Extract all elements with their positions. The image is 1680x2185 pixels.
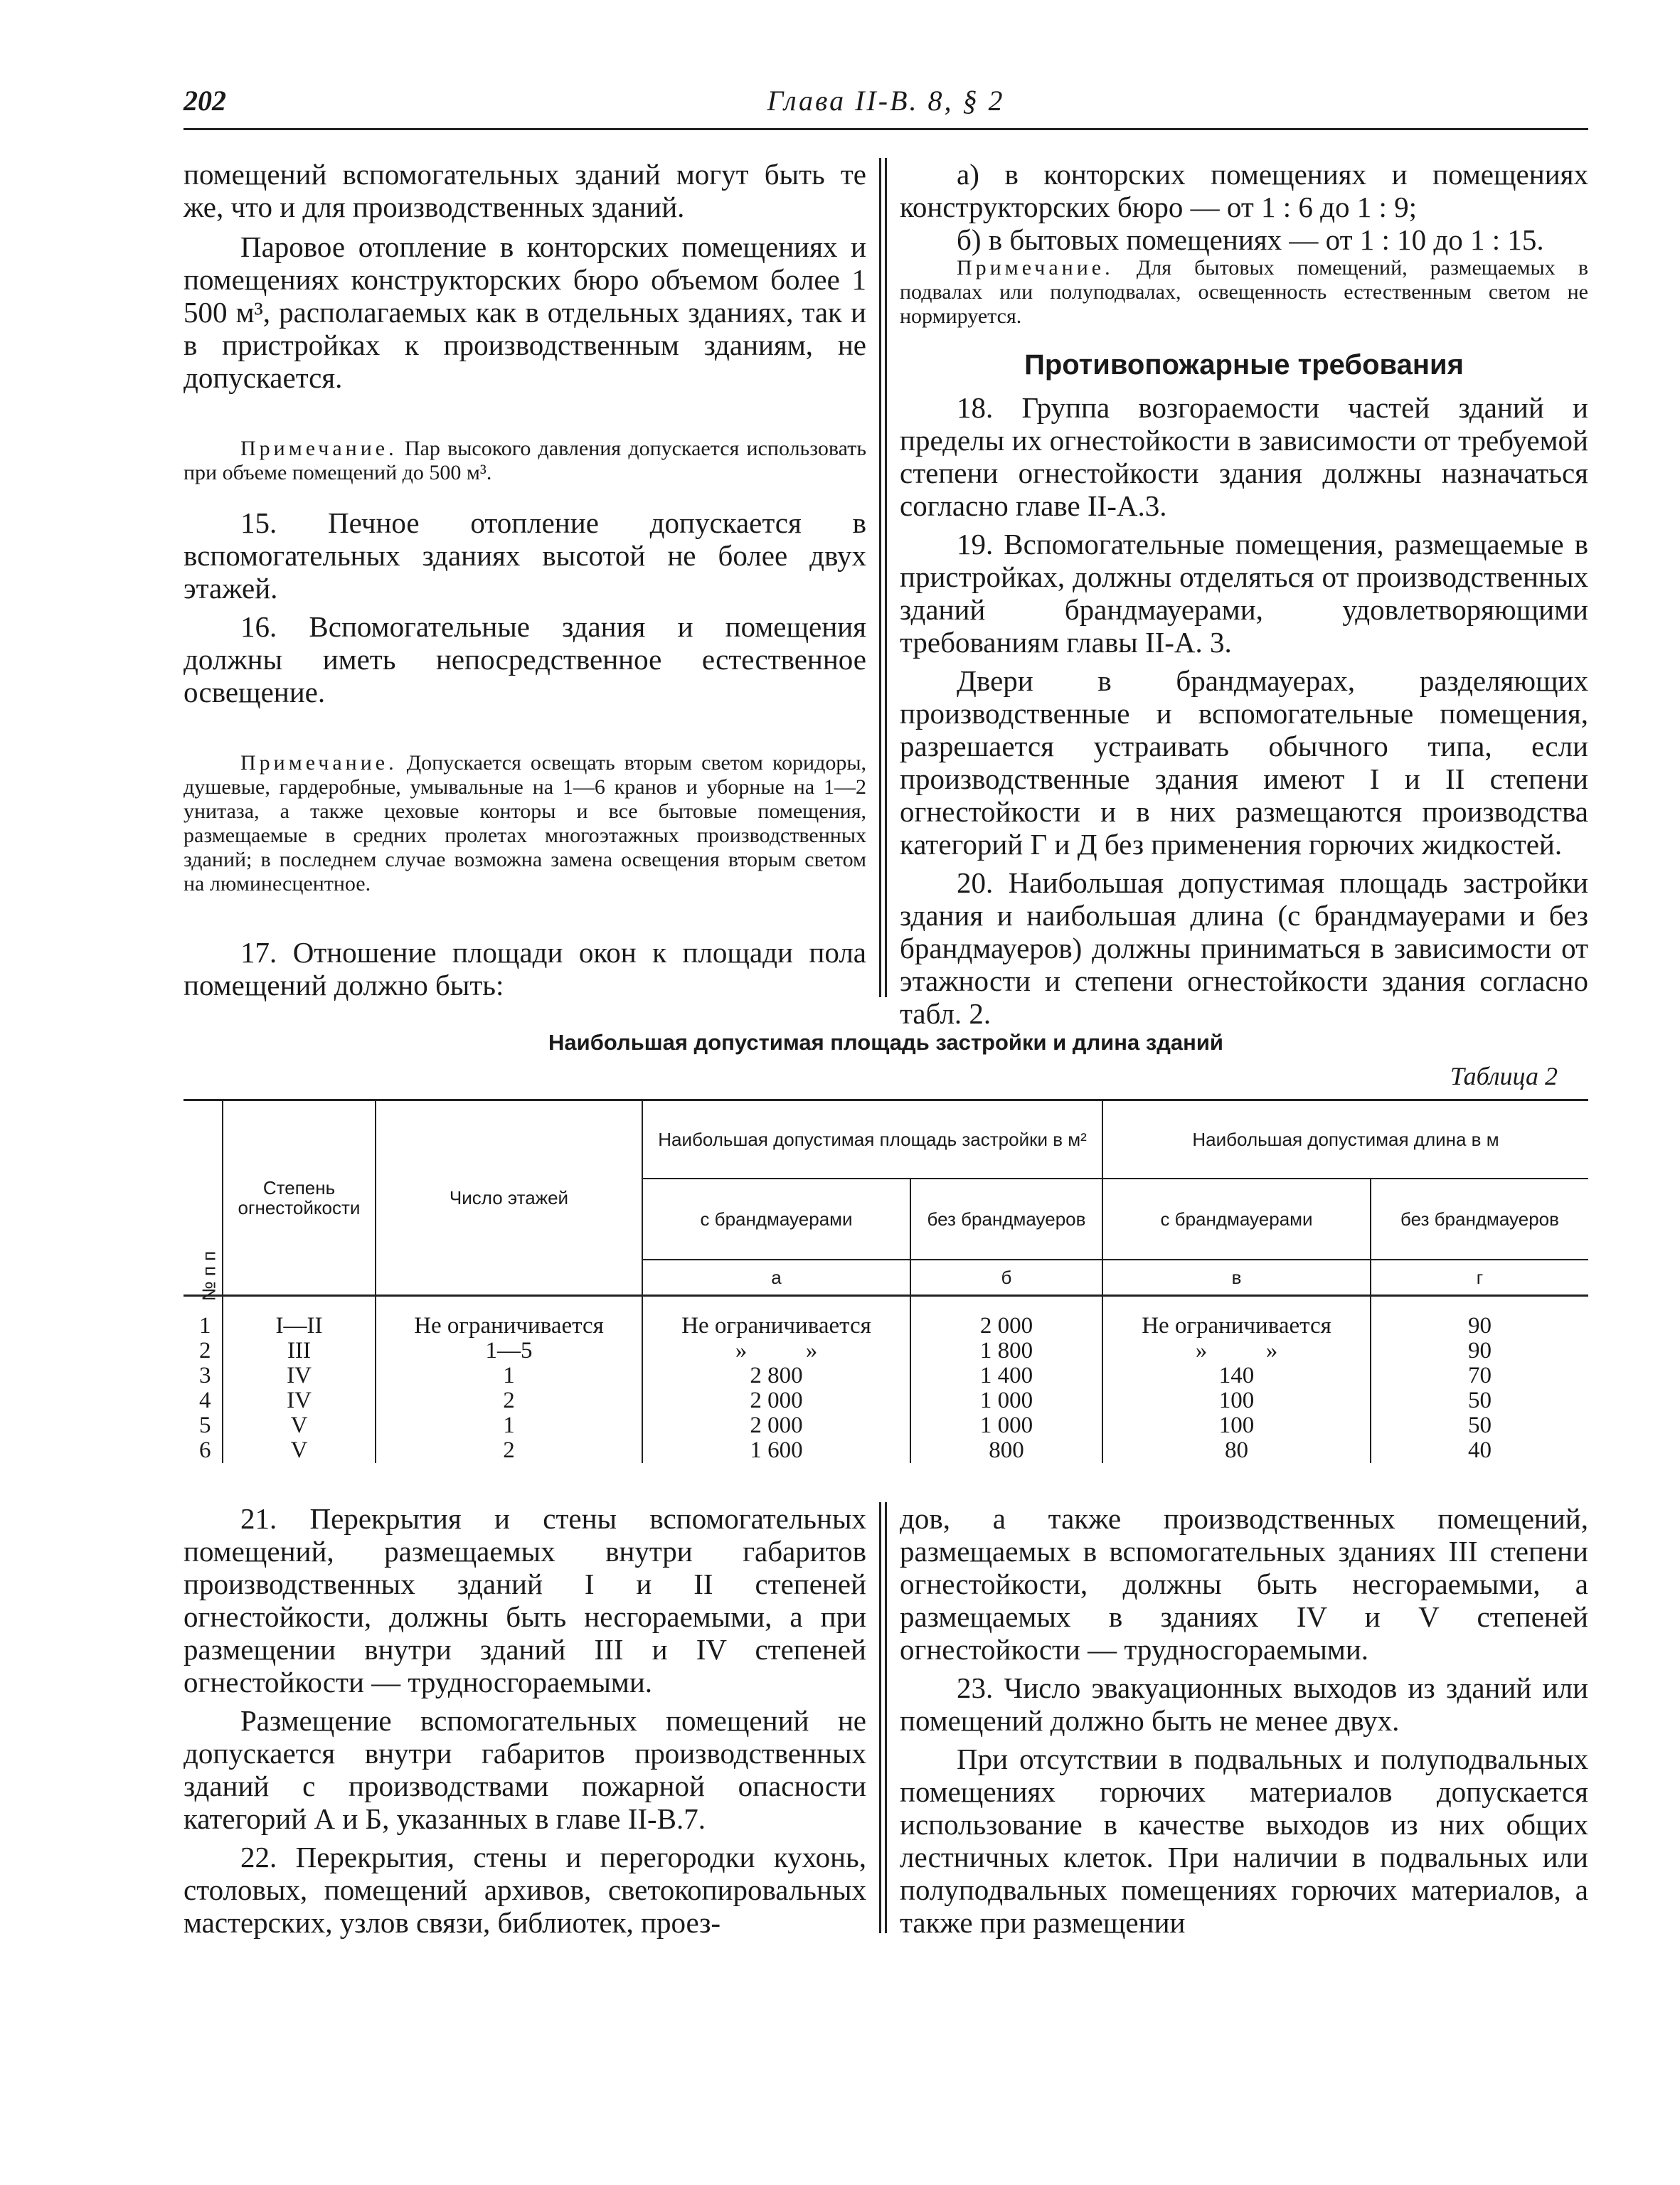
header-letter-d: г xyxy=(1371,1260,1588,1296)
cell-length-without: 90 xyxy=(1371,1314,1588,1339)
table-number: Таблица 2 xyxy=(1450,1062,1558,1090)
note-text: Пар высокого давления допускается использовать при объеме помещений до 500 м³. xyxy=(184,437,867,484)
cell-length-without: 70 xyxy=(1371,1363,1588,1388)
cell-degree: III xyxy=(223,1339,376,1363)
note-second-light xyxy=(184,751,866,896)
header-area-with-firewalls: с брандмауерами xyxy=(642,1179,910,1260)
paragraph-17a: а) в конторских помещениях и помещениях конструкторских бюро — от 1 : 6 до 1 : 9; xyxy=(900,158,1588,223)
header-area-without-firewalls: без брандмауеров xyxy=(910,1179,1102,1260)
paragraph-19-doors: Двери в брандмауерах, разделяющих производственные и вспомогательные помещения, разрешается устраивать обычного типа, если производственные здания имеют I и II степени огнестойкости и в них размещаются производства категорий Г и Д без применения горючих жидкостей. xyxy=(900,664,1588,861)
cell-number: 5 xyxy=(199,1413,211,1438)
header-floors: Число этажей xyxy=(376,1100,642,1296)
right-column-bottom xyxy=(900,1502,1588,1939)
cell-area-without: 800 xyxy=(910,1438,1102,1463)
note-high-pressure-steam xyxy=(184,437,866,485)
paragraph-22: 22. Перекрытия, стены и перегородки кухонь, столовых, помещений архивов, светокопировальных мастерских, узлов связи, библиотек, проез- xyxy=(184,1841,866,1939)
table-row xyxy=(184,1339,1588,1363)
cell-area-without: 1 800 xyxy=(910,1339,1102,1363)
column-separator xyxy=(879,1502,881,1933)
section-heading: Противопожарные требования xyxy=(1024,349,1464,381)
cell-number: 2 xyxy=(199,1338,211,1363)
cell-length-with: » » xyxy=(1102,1339,1371,1363)
cell-area-with: 2 000 xyxy=(642,1388,910,1413)
paragraph-23-basements: При отсутствии в подвальных и полуподвальных помещениях горючих материалов допускается использование в качестве выходов из них общих лестничных клеток. При наличии в подвальных или полуподвальных помещениях горючих материалов, а также при размещении xyxy=(900,1743,1588,1939)
table-row xyxy=(184,1413,1588,1438)
paragraph-17b: б) в бытовых помещениях — от 1 : 10 до 1 : 15. xyxy=(957,223,1544,256)
cell-degree: IV xyxy=(223,1363,376,1388)
paragraph-20: 20. Наибольшая допустимая площадь застройки здания и наибольшая длина (с брандмауерами и без брандмауеров) должны приниматься в зависимости от этажности и степени огнестойкости здания согласно табл. 2. xyxy=(900,866,1588,1030)
cell-area-with: 2 000 xyxy=(642,1413,910,1438)
note-label: Примечание. xyxy=(957,256,1114,280)
paragraph-18: 18. Группа возгораемости частей зданий и пределы их огнестойкости в зависимости от требуемой степени огнестойкости здания должны назначаться согласно главе II-А.3. xyxy=(900,391,1588,522)
cell-length-with: 100 xyxy=(1102,1413,1371,1438)
cell-length-without: 50 xyxy=(1371,1388,1588,1413)
cell-length-with: 80 xyxy=(1102,1438,1371,1463)
header-letter-a: а xyxy=(642,1260,910,1296)
paragraph-15: 15. Печное отопление допускается в вспомогательных зданиях высотой не более двух этажей. xyxy=(184,506,866,605)
note-text: Для бытовых помещений, размещаемых в подвалах или полуподвалах, освещенность естественным светом не нормируется. xyxy=(900,256,1588,328)
paragraph-19: 19. Вспомогательные помещения, размещаемые в пристройках, должны отделяться от производственных зданий брандмауерами, удовлетворяющими требованиям главы II-А. 3. xyxy=(900,528,1588,659)
chapter-reference: Глава II-В. 8, § 2 xyxy=(767,85,1005,117)
cell-floors: 1 xyxy=(376,1363,642,1388)
cell-floors: 1 xyxy=(376,1413,642,1438)
cell-floors: 2 xyxy=(376,1438,642,1463)
cell-area-with: 2 800 xyxy=(642,1363,910,1388)
column-separator xyxy=(885,158,887,997)
note-label: Примечание. xyxy=(240,437,398,460)
table-row xyxy=(184,1314,1588,1339)
table-row xyxy=(184,1363,1588,1388)
cell-area-without: 1 000 xyxy=(910,1388,1102,1413)
cell-degree: V xyxy=(223,1413,376,1438)
cell-area-with: Не ограничивается xyxy=(642,1314,910,1339)
right-column-top xyxy=(900,158,1588,1030)
cell-floors: Не ограничивается xyxy=(376,1314,642,1339)
header-length-with-firewalls: с брандмауерами xyxy=(1102,1179,1371,1260)
cell-number: 4 xyxy=(199,1388,211,1413)
page-header xyxy=(184,84,1588,130)
left-column-top xyxy=(184,158,866,1001)
table-building-limits xyxy=(184,1099,1588,1463)
column-separator xyxy=(885,1502,887,1933)
paragraph-steam-heating: Паровое отопление в конторских помещениях и помещениях конструкторских бюро объемом более 1 500 м³, располагаемых как в отдельных зданиях, так и в пристройках к производственным зданиям, не допускается. xyxy=(184,230,866,394)
table-row xyxy=(184,1438,1588,1463)
cell-floors: 2 xyxy=(376,1388,642,1413)
header-fire-degree: Степень огнестойкости xyxy=(223,1100,376,1296)
cell-floors: 1—5 xyxy=(376,1339,642,1363)
header-length-without-firewalls: без брандмауеров xyxy=(1371,1179,1588,1260)
cell-degree: I—II xyxy=(223,1314,376,1339)
header-letter-b: б xyxy=(910,1260,1102,1296)
header-number: № п п xyxy=(184,1100,223,1296)
cell-length-with: 100 xyxy=(1102,1388,1371,1413)
header-letter-c: в xyxy=(1102,1260,1371,1296)
cell-area-without: 2 000 xyxy=(910,1314,1102,1339)
note-basement-light xyxy=(900,256,1588,329)
table-row xyxy=(184,1388,1588,1413)
page-number: 202 xyxy=(184,85,226,117)
cell-area-with: » » xyxy=(642,1339,910,1363)
cell-length-without: 40 xyxy=(1371,1438,1588,1463)
cell-area-with: 1 600 xyxy=(642,1438,910,1463)
table-caption: Наибольшая допустимая площадь застройки и длина зданий xyxy=(548,1030,1223,1055)
cell-degree: V xyxy=(223,1438,376,1463)
cell-length-with: 140 xyxy=(1102,1363,1371,1388)
header-area-group: Наибольшая допустимая площадь застройки в м² xyxy=(642,1100,1102,1179)
paragraph-21-placement: Размещение вспомогательных помещений не допускается внутри габаритов производственных зданий с производствами пожарной опасности категорий А и Б, указанных в главе II-В.7. xyxy=(184,1704,866,1835)
paragraph-16: 16. Вспомогательные здания и помещения должны иметь непосредственное естественное освещение. xyxy=(184,610,866,708)
column-separator xyxy=(879,158,881,997)
paragraph-23: 23. Число эвакуационных выходов из зданий или помещений должно быть не менее двух. xyxy=(900,1671,1588,1737)
header-length-group: Наибольшая допустимая длина в м xyxy=(1102,1100,1588,1179)
cell-length-without: 50 xyxy=(1371,1413,1588,1438)
paragraph-21: 21. Перекрытия и стены вспомогательных помещений, размещаемых внутри габаритов производственных зданий I и II степеней огнестойкости, должны быть несгораемыми, а при размещении внутри зданий III и IV степеней огнестойкости — трудносгораемыми. xyxy=(184,1502,866,1698)
cell-number: 1 xyxy=(199,1313,211,1339)
cell-degree: IV xyxy=(223,1388,376,1413)
note-text: Допускается освещать вторым светом коридоры, душевые, гардеробные, умывальные на 1—6 кранов и уборные на 1—2 унитаза, а также цеховые конторы и все бытовые помещения, размещаемые в средних пролетах многоэтажных производственных зданий; в последнем случае возможна замена освещения вторым светом на люминесцентное. xyxy=(184,751,866,895)
left-column-bottom xyxy=(184,1502,866,1939)
cell-length-without: 90 xyxy=(1371,1339,1588,1363)
note-label: Примечание. xyxy=(240,751,398,775)
cell-area-without: 1 400 xyxy=(910,1363,1102,1388)
cell-number: 3 xyxy=(199,1363,211,1388)
paragraph-17: 17. Отношение площади окон к площади пола помещений должно быть: xyxy=(184,936,866,1001)
cell-area-without: 1 000 xyxy=(910,1413,1102,1438)
paragraph-continuation: помещений вспомогательных зданий могут быть те же, что и для производственных зданий. xyxy=(184,158,866,223)
cell-number: 6 xyxy=(199,1437,211,1463)
paragraph-22-continuation: дов, а также производственных помещений, размещаемых в вспомогательных зданиях III степени огнестойкости, должны быть несгораемыми, а размещаемых в зданиях IV и V степеней огнестойкости — трудносгораемыми. xyxy=(900,1502,1588,1666)
cell-length-with: Не ограничивается xyxy=(1102,1314,1371,1339)
